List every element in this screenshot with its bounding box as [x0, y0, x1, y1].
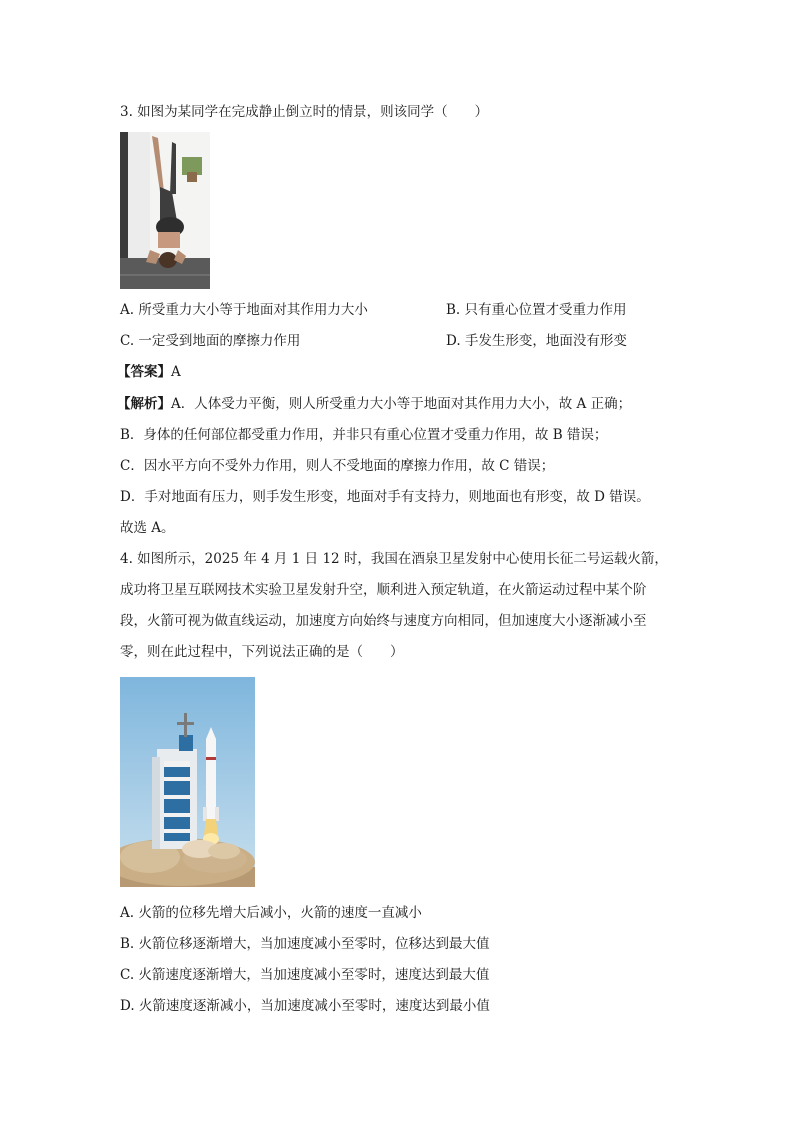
q4-option-b: B. 火箭位移逐渐增大，当加速度减小至零时，位移达到最大值: [120, 936, 490, 952]
q3-answer: [117, 362, 181, 382]
q3-option-c: C. 一定受到地面的摩擦力作用: [120, 333, 301, 349]
q3-analysis-line-3: C．因水平方向不受外力作用，则人不受地面的摩擦力作用，故 C 错误；: [120, 458, 555, 474]
answer-value: A: [171, 364, 181, 380]
q3-conclusion: 故选 A。: [120, 520, 175, 536]
q3-stem: 3. 如图为某同学在完成静止倒立时的情景，则该同学（ ）: [120, 104, 489, 120]
q4-stem-line-2: 成功将卫星互联网技术实验卫星发射升空，顺利进入预定轨道，在火箭运动过程中某个阶: [120, 582, 647, 598]
rocket-launch-photo: [120, 677, 255, 887]
q4-option-c: C. 火箭速度逐渐增大，当加速度减小至零时，速度达到最大值: [120, 967, 490, 983]
q4-stem-line-1: 4. 如图所示，2025 年 4 月 1 日 12 时，我国在酒泉卫星发射中心使用长征二号运载火箭，: [120, 551, 668, 567]
q4-option-a: A. 火箭的位移先增大后减小，火箭的速度一直减小: [120, 905, 422, 921]
q3-option-d: D. 手发生形变，地面没有形变: [446, 333, 627, 349]
headstand-photo: [120, 132, 210, 289]
answer-tag: 【答案】: [117, 364, 171, 380]
q4-stem-line-4: 零，则在此过程中，下列说法正确的是（ ）: [120, 644, 404, 660]
q4-option-d: D. 火箭速度逐渐减小，当加速度减小至零时，速度达到最小值: [120, 998, 490, 1014]
q3-option-a: A. 所受重力大小等于地面对其作用力大小: [120, 302, 368, 318]
q3-option-b: B. 只有重心位置才受重力作用: [446, 302, 627, 318]
analysis-text: A．人体受力平衡，则人所受重力大小等于地面对其作用力大小，故 A 正确；: [171, 396, 632, 412]
q3-analysis-line-1: [117, 394, 631, 414]
q3-analysis-line-2: B．身体的任何部位都受重力作用，并非只有重心位置才受重力作用，故 B 错误；: [120, 427, 608, 443]
analysis-tag: 【解析】: [117, 396, 171, 412]
q3-analysis-line-4: D．手对地面有压力，则手发生形变，地面对手有支持力，则地面也有形变，故 D 错误。: [120, 489, 650, 505]
q4-stem-line-3: 段，火箭可视为做直线运动，加速度方向始终与速度方向相同，但加速度大小逐渐减小至: [120, 613, 647, 629]
